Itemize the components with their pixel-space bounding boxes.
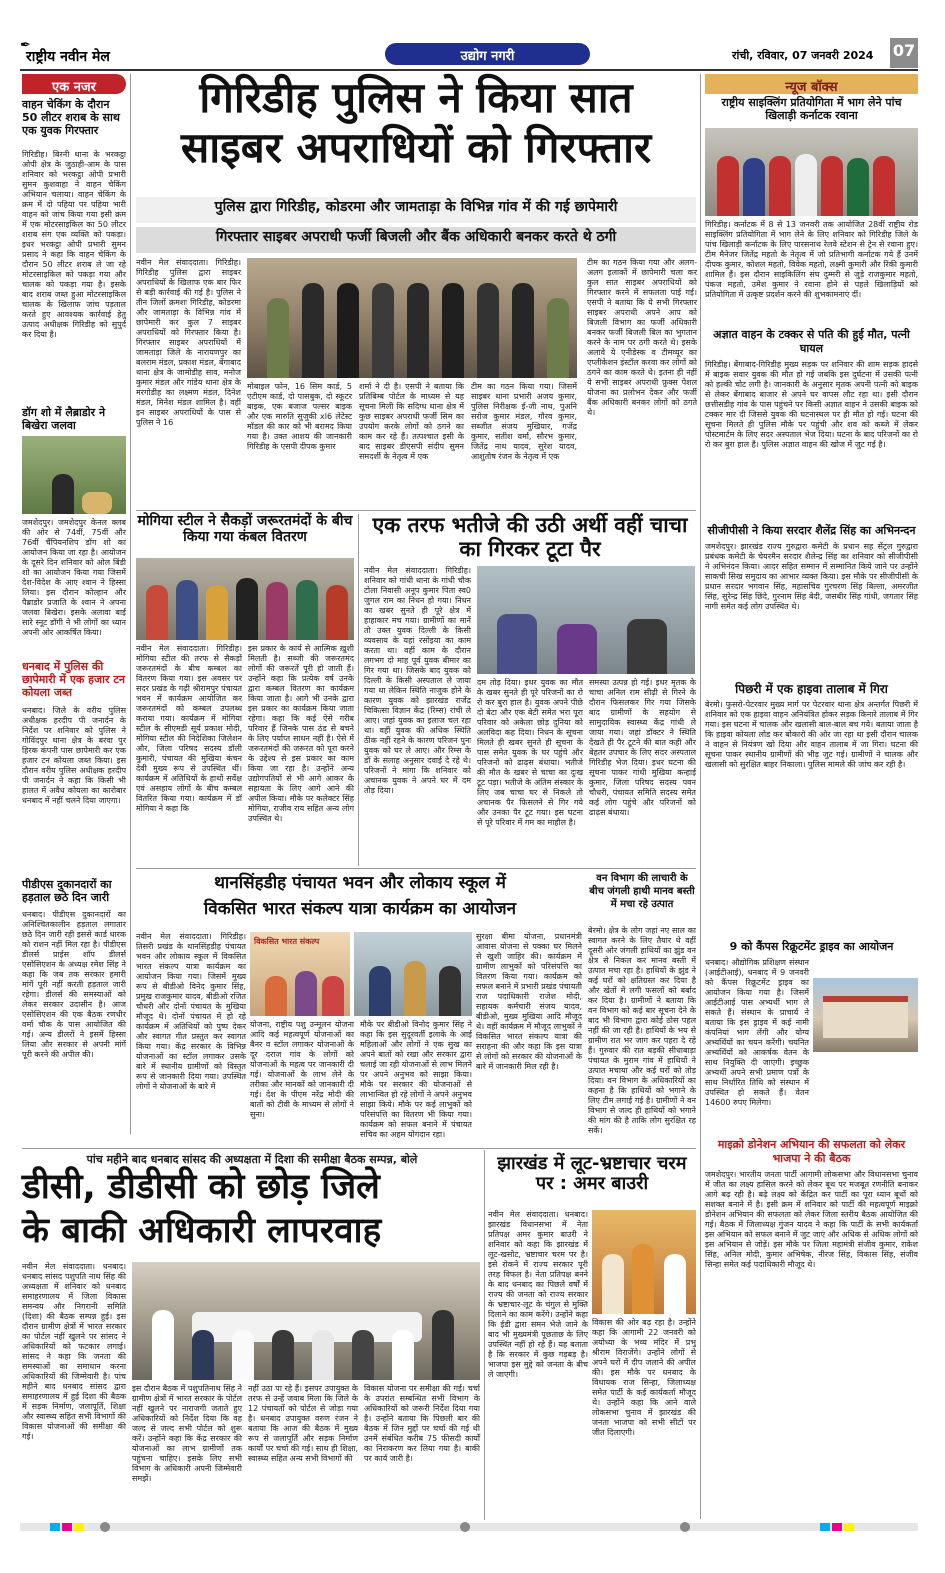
coal-headline: धनबाद में पुलिस की छापेमारी में एक हजार टन कोयला जब्त <box>22 660 126 699</box>
cycling-body: गिरिडीह। कर्नाटक में 8 से 13 जनवरी तक आयोजित 28वीं राष्ट्रीय रोड साइक्लिंग प्रतियोगिता में भाग लेने के लिए शनिवार को गिरिडीह जिले के पांच खिलाड़ी कर्नाटक के लिए पारसनाथ रेलवे स्टेशन से ट्रेन से रवाना हुए। टीम मैनेजर जितेंद्र महतो के नेतृत्व में जो प्रतिभागी कर्नाटक गये हैं उनमें दीपक कुमार, कोशल महतो, विवेक महतो, लक्ष्मी कुमारी और रिंकी कुमारी शामिल हैं। इस दौरान साइकिलिंग संघ दुम्मरी से जुड़े राजकुमार महतो, पंकज महतो, उमेश कुमार ने रवाना होने से पहले खिलाड़ियों को प्रतियोगिता में उत्कृष्ट प्रदर्शन करने की शुभकामनाएं दीं। <box>705 220 921 299</box>
dc-kicker: पांच महीने बाद धनबाद सांसद की अध्यक्षता में दिशा की समीक्षा बैठक सम्पन्न, बोले <box>86 1153 418 1166</box>
dateline: रांची, रविवार, 07 जनवरी 2024 <box>732 49 874 62</box>
liquor-headline: वाहन चेकिंग के दौरान 50 लीटर शराब के साथ एक युवक गिरफ्तार <box>22 98 120 137</box>
campus-body: धनबाद। औद्योगिक प्रशिक्षण संस्थान (आईटीआई), धनबाद में 9 जनवरी को कैंपस रिक्रूटमेंट ड्राइव का आयोजन किया गया है। जिसमें आईटीआई पास अभ्यर्थी भाग ले सकते हैं। संस्थान के प्राचार्य ने बताया कि इस ड्राइव में कई नामी कंपनियां भाग लेंगी और योग्य अभ्यर्थियों का चयन करेंगी। चयनित अभ्यर्थियों को आकर्षक वेतन के साथ नियुक्ति दी जाएगी। इच्छुक अभ्यर्थी अपने सभी प्रमाण पत्रों के साथ निर्धारित तिथि को संस्थान में उपस्थित हो सकते हैं। वेतन 14600 रुपए मिलेगा। <box>705 958 812 1107</box>
mid-rule <box>136 868 696 869</box>
color-swatch-magenta-2 <box>832 1523 842 1531</box>
dc-col-4: विकास योजना पर समीक्षा की गई। चर्चा के उपरांत सम्बन्धित सभी विभाग के अधिकारियों को जरूरी निर्देश दिया गया है। उन्होंने बताया कि पिछली बार की बैठक में जिन मुद्दों पर चर्चा की गई थी उनमें संबंधित करीब 75 फीसदी कार्यों का निराकरण कर लिया गया है। बाकी पर कार्य जारी है। <box>364 1384 483 1463</box>
dog-show-photo <box>22 436 126 514</box>
lead-col-1: नवीन मेल संवाददाता। गिरिडीह। गिरिडीह पुलिस द्वारा साइबर अपराधियों के खिलाफ एक बार फिर से बड़ी कार्रवाई की गई है। पुलिस ने तीन जिलों क्रमशः गिरिडीह, कोडरमा और जामताड़ा के विभिन्न गांव में छापेमारी कर कुल 7 साइबर अपराधियों को गिरफ्तार किया है। गिरफ्तार साइबर अपराधियों में जामताड़ा जिले के नारायणपुर का बलराम मंडल, प्रकाश मंडल, बेंगाबाद थाना क्षेत्र के जामोडीह साव, मनोज कुमार मंडल और गांडेय थाना क्षेत्र के मरगोडीह का लक्ष्मण मंडल, दिनेश मंडल, मिनेश मंडल शामिल है। वहीं इन साइबर अपराधियों के पास से पुलिस ने 16 <box>136 258 244 427</box>
yatra-banner-text: विकसित भारत संकल्प <box>254 937 320 946</box>
center-right-divider <box>700 74 701 1519</box>
lower-rule <box>22 1148 696 1149</box>
pds-body: धनबाद। पीडीएस दुकानदारों का अनिश्चितकालीन हड़ताल लगातार छठे दिन जारी रही इससे कार्ड धारक को राशन नहीं मिल रहा है। पीडीएस डीलर्स प्राईस शॉप डीलर्स एसोसिएशन के अध्यक्ष रमेश सिंह ने कहा कि जब तक सरकार हमारी मांगें पूरी नहीं करती हड़ताल जारी रहेगा। डीलर्स की समस्याओं को लेकर सरकार उदासीन है। आज एसोसिएशन की एक बैठक रणधीर वर्मा चौक के पास आयोजित की गई। अन्य डीलरों ने इसमें हिस्सा लिया और सरकार से अपनी मांगें पूरी करने की अपील की। <box>22 910 129 1059</box>
elephant-body: बेरमो। क्षेत्र के लोग जहां नए साल का स्वागत करने के लिए तैयार थे वहीं दूसरी ओर जंगली हाथियों का झुंड वन क्षेत्र से निकल कर मानव बस्ती में उत्पात मचा रहा है। हाथियों के झुंड ने कई घरों को क्षतिग्रस्त कर दिया है और खेतों में लगी फसलों को बर्बाद कर दिया है। ग्रामीणों ने बताया कि वन विभाग को कई बार सूचना देने के बाद भी विभाग द्वारा कोई ठोस पहल नहीं की जा रही है। हाथियों के भय से ग्रामीण रात भर जाग कर पहरा दे रहे हैं। गुरुवार की रात बड़की सीधाबाड़ा पंचायत के मुराम गांव में हाथियों ने उत्पात मचाया और कई घरों को तोड़ दिया। वन विभाग के अधिकारियों का कहना है कि हाथियों को भगाने के लिए टीम लगाई गई है। ग्रामीणों ने वन विभाग से जल्द ही हाथियों को भगाने की मांग की है ताकि लोग सुरक्षित रह सकें। <box>588 926 699 1135</box>
color-swatch-magenta <box>62 1523 72 1531</box>
color-swatch-cyan <box>50 1523 60 1531</box>
newspaper-name: राष्ट्रीय नवीन मेल <box>26 49 110 65</box>
bauri-headline: झारखंड में लूट-भ्रष्टाचार चरम पर : अमर बाउरी <box>497 1153 687 1195</box>
cycling-photo <box>705 128 918 216</box>
dc-col-2: इस दौरान बैठक में पशुपतिनाथ सिंह ने ग्रामीण क्षेत्रों में भारत सरकार के पोर्टल नहीं खुलने पर नाराजगी जताते हुए अधिकारियों को निर्देश दिया कि वह जल्द से जल्द सभी पोर्टल को शुरू करें। उन्होंने कहा कि केंद्र सरकार की योजनाओं का लाभ ग्रामीणों तक पहुंचना चाहिए। इसके लिए सभी विभाग के अधिकारी अपनी जिम्मेवारी समझें। <box>132 1384 245 1483</box>
left-divider <box>130 74 131 1134</box>
micro-donation-body: जमशेदपुर। भारतीय जनता पार्टी आगामी लोकसभा और विधानसभा चुनाव में जीत का लक्ष्य हासिल करने को लेकर बूथ पर मजबूत रणनीति बनाकर आगे बढ़ रही है। बढ़े लक्ष्य को केंद्रित कर पार्टी का पूरा ध्यान बूथों को सशक्त बनाने में है। इसी क्रम में शनिवार को पार्टी की महत्वपूर्ण माइक्रो डोनेशन अभियान की सफलता को लेकर जिला स्तरीय बैठक आयोजित की गई। बैठक में जिलाध्यक्ष गुंजन यादव ने कहा कि पार्टी के सभी कार्यकर्ता इस अभियान को सफल बनाने में जुट जाएं और अधिक से अधिक लोगों को इस अभियान से जोड़ें। इस मौके पर जिला महामंत्री संजीव कुमार, राकेश सिंह, अनिल मोदी, कुमार अभिषेक, नीरज सिंह, विकास सिंह, संजीव सिन्हा समेत कई पदाधिकारी मौजूद थे। <box>705 1170 921 1269</box>
section-title: उद्योग नगरी <box>460 49 515 64</box>
dc-col-3: नहीं उठा पा रहे हैं। इसपर उपायुक्त के तरफ से उन्हें जवाब मिला कि जिले के 12 पंचायतों को पोर्टल से जोड़ा गया है। धनबाद उपायुक्त वरुण रंजन ने बताया कि आज की बैठक में मुख्य रूप से जलापूर्ति और सड़क निर्माण कार्यों पर चर्चा की गई। साथ ही शिक्षा, स्वास्थ्य सहित अन्य सभी विभागों की <box>248 1384 361 1463</box>
dog-show-body: जमशेदपुर। जमशेदपुर केनल क्लब की ओर से 74वीं, 75वीं और 76वीं चैंपियनशिप डॉग शो का आयोजन किया जा रहा है। आयोजन के दूसरे दिन शनिवार को ओल बिंडी शो का आयोजन किया गया जिसमें देश-विदेश के आए श्वान ने हिस्सा लिया। इस दौरान कोल्हान और पैब्राडोर प्रजाति के श्वान ने अपना जलवा बिखेरा। इसके अलावा बाई सारे स्नूट डॉगी ने भी लोगों का ध्यान अपनी ओर आकर्षित किया। <box>22 518 129 637</box>
cycling-headline: राष्ट्रीय साइक्लिंग प्रतियोगिता में भाग लेने पांच खिलाड़ी कर्नाटक रवाना <box>721 96 902 122</box>
cgpc-headline: सीजीपीसी ने किया सरदार शैलेंद्र सिंह का अभिनन्दन <box>707 524 916 537</box>
ek-nazar-label: एक नजर <box>52 80 96 95</box>
pond-headline: पिछरी में एक हाइवा तालाब में गिरा <box>735 682 888 696</box>
blanket-col-2: इस प्रकार के कार्य से आत्मिक ख़ुशी मिलती है। सब्जी की जरूरतमंद लोगों की जरूरतें पूरी हो जाती हैं। उन्होंने कहा कि प्रत्येक वर्ष उनके द्वारा कम्बल वितरण का कार्यक्रम किया जाता है। आगे भी उनके द्वारा इस प्रकार का कार्यक्रम किया जाता रहेगा। कहा कि कई ऐसे गरीब परिवार हैं जिनके पास ठंड से बचने के लिए पर्याप्त साधन नहीं है। ऐसे में जरूरतमंदों की जरूरत को पूरा करने के उद्देश्य से इस प्रकार का काम किया जा रहा है। उन्होंने अन्य उद्योगपतियों से भी आगे आकर के सहायता के लिए आगे आने की अपील किया। मौके पर कलेक्टर सिंह मोगिया, राजीव राय सहित अन्य लोग उपस्थित थे। <box>248 644 357 823</box>
lead-strap-1: पुलिस द्वारा गिरिडीह, कोडरमा और जामताड़ा के विभिन्न गांव में की गई छापेमारी <box>214 199 618 215</box>
elephant-headline: वन विभाग की लाचारी के बीच जंगली हाथी मानव बस्ती में मचा रहे उत्पात <box>589 873 695 910</box>
yatra-headline-1: थानसिंहडीह पंचायत भवन और लोकाय स्कूल में <box>214 873 506 893</box>
yatra-col-3: मौके पर बीडीओ विनोद कुमार सिंह ने कहा कि इस सुदूरवर्ती इलाके के आई महिलाओं और लोगों ने एक सुख का अपने बातों को रखा और सरकार द्वारा चलाई जा रही योजनाओं से लाभ मिलने पर अपने अनुभव को साझा किया। मौके पर सरकार की योजनाओं से लाभान्वित हो रहे लोगों ने अपने अनुभव साझा किये। मौके पर कई लाभुकों को परिसंपत्ति का वितरण भी किया गया। कार्यक्रम को सफल बनाने में पंचायत सचिव का अहम योगदान रहा। <box>360 1020 475 1139</box>
cgpc-body: जमशेदपुर। झारखंड राज्य गुरुद्वारा कमेटी के प्रधान सह सेंट्रल गुरुद्वारा प्रबंधक कमेटी के चेयरमैन सरदार शैलेन्द्र सिंह का शनिवार को सीजीपीसी ने अभिनंदन किया। आदर सहित सम्मान में सम्मानित किये जाने पर उन्होंने साकची सिख समुदाय का आभार व्यक्त किया। इस मौके पर सीजीपीसी के प्रधान सरदार भगवान सिंह, महासचिव गुरचरण सिंह बिल्ला, अमरजीत सिंह, सुरेन्द्र सिंह छिंदे, गुरनाम सिंह बेदी, जसबीर सिंह गांधी, जगतार सिंह नागी समेत कई लोग उपस्थित थे। <box>705 542 921 611</box>
coal-body: धनबाद। जिले के वरीय पुलिस अधीक्षक हरदीप पी जनार्दन के निर्देश पर शनिवार को पुलिस ने गोविंदपुर थाना क्षेत्र के बरवा पुर हिरक कंपनी पास छापेमारी कर एक हजार टन कोयला जब्त किया। इस दौरान वरीय पुलिस अधीक्षक हरदीप पी जनार्दन ने कहा कि किसी भी हालत में अवैध कोयला का कारोबार धनबाद में नहीं चलने दिया जाएगा। <box>22 706 129 805</box>
bauri-col-1: नवीन मेल संवाददाता। धनबाद। झारखंड विधानसभा में नेता प्रतिपक्ष अमर कुमार बाउरी ने शनिवार को कहा कि झारखंड में लूट-खसोट, भ्रष्टाचार चरम पर है। इसे रोकने में राज्य सरकार पूरी तरह विफल है। नेता प्रतिपक्ष बनने के बाद धनबाद का पिछले वर्षों में राज्य की जनता को राज्य सरकार के भ्रष्टाचार-लूट के चंगुल से मुक्ति दिलाने का काम करेंगे। उन्होंने कहा कि ईडी द्वारा समन भेजे जाने के बाद भी मुख्यमंत्री पूछताछ के लिए उपस्थित नहीं हो रहे हैं। यह बताता है कि सरकार में कुछ गड़बड़ है। भाजपा इस मुद्दे को जनता के बीच ले जाएगी। <box>488 1210 591 1379</box>
lead-col-5: टीम का गठन किया गया और अलग-अलग इलाकों में छापेमारी चला कर कुल सात साइबर अपराधियों को गिरफ्तार करने में सफलता पाई गई। एसपी ने बताया कि ये सभी गिरफ्तार साइबर अपराधी अपने आप को बिजली विभाग का फर्जी अधिकारी बनकर फर्जी बिजली बिल का भुगतान करने के नाम पर ठगी करते थे। इसके अलावे ये एनीडेस्क व टीमव्यूर का एप्लीकेशन इंस्टॉल करवा कर लोगों को ठगने का काम करते थे। इतना ही नहीं ये सभी साइबर अपराधी फ़ुक्स पेशल योजना का प्रलोभन देकर और फर्जी बैंक अधिकारी बनकर लोगों को ठगते थे। <box>587 258 700 417</box>
yatra-col-2: योजना, राष्ट्रीय पशु उन्मूलन योजना आदि कई महत्वपूर्ण योजनाओं का बैनर व स्टॉल लगाकर योजनाओं के दूर दराज गांव के लोगों को योजनाओं के महत्व पर जानकारी दी गई। योजनाओं के लाभ लेने के तरीका और मानकों को जानकारी दी गई। देश के पीएम नरेंद्र मोदी की बातों को टीवी के माध्यम से लोगों ने सुना। <box>250 1020 357 1119</box>
accident-body: गिरिडीह। बेंगाबाद-गिरिडीह मुख्य सड़क पर शनिवार की शाम सड़क हादसे में बाइक सवार युवक की मौत हो गई जबकि इस दुर्घटना में उसकी पत्नी को हल्की चोट लगी है। जानकारी के अनुसार मृतक अपनी पत्नी को बाइक से लेकर बेंगाबाद बाजार से अपने घर वापस लौट रहा था। इसी दौरान छत्तीसडीह गांव के पास पहुंचने पर किसी अज्ञात वाहन ने उसकी बाइक को टक्कर मार दी जिससे युवक की घटनास्थल पर ही मौत हो गई। घटना की सूचना मिलते ही पुलिस मौके पर पहुंची और शव को कब्जे में लेकर पोस्टमार्टम के लिए सदर अस्पताल भेज दिया। घटना के बाद परिजनों का रो रो कर बुरा हाल है। पुलिस अज्ञात वाहन की खोज में जुट गई है। <box>705 360 921 449</box>
micro-donation-headline: माइक्रो डोनेशन अभियान की सफलता को लेकर भाजपा ने की बैठक <box>717 1138 906 1165</box>
bauri-photo <box>592 1210 696 1314</box>
bauri-col-2: विकास की ओर बढ़ रहा है। उन्होंने कहा कि आगामी 22 जनवरी को अयोध्या के भव्य मंदिर में प्रभु श्रीराम विराजेंगे। उन्होंने लोगों से अपने घरों में दीप जलाने की अपील की। इस मौके पर धनबाद के विधायक राज सिन्हा, जिलाध्यक्ष समेत पार्टी के कई कार्यकर्ता मौजूद थे। उन्होंने कहा कि आने वाले लोकसभा चुनाव में झारखंड की जनता भाजपा को सभी सीटों पर जीत दिलाएगी। <box>592 1318 699 1437</box>
lead-col-4: टीम का गठन किया गया। जिसमें साइबर थाना प्रभारी अजय कुमार, पुलिस निरीक्षक ई-जी नाथ, पुअनि सरोज कुमार मंडल, गौरव कुमार, सब्जीत संजय मुखियार, गजेंद्र कुमार, सतीश वर्मा, सौरभ कुमार, जितेंद्र नाथ यादव, सुरेश यादव, आशुतोष रंजन के नेतृत्व में एक <box>471 382 580 461</box>
masthead <box>20 38 918 68</box>
yatra-photo-1 <box>250 932 350 1016</box>
lead-headline-1: गिरिडीह पुलिस ने किया सात <box>199 73 633 122</box>
news-box-label: न्यूज बॉक्स <box>785 80 838 95</box>
dog-show-headline: डॉग शो में लैब्राडोर ने बिखेरा जलवा <box>22 406 106 432</box>
campus-headline: 9 को कैंपस रिक्रूटमेंट ड्राइव का आयोजन <box>729 940 894 953</box>
yatra-photo-2 <box>354 932 472 1016</box>
blanket-photo <box>136 558 354 640</box>
lead-col-2: मोबाइल फोन, 16 सिम कार्ड, 5 एटीएम कार्ड, दो पासबुक, दो स्कूटर बाइक, एक बजाज पल्सर बाइक और एक मारुति सुजुकी xl6 लेटेस्ट मॉडल की कार को भी बरामद किया गया है। उक्त आशय की जानकारी गिरिडीह के एसपी दीपक कुमार <box>247 382 355 451</box>
liquor-body: गिरिडीह। बिरनी थाना के भरकट्ठा ओपी क्षेत्र के जुठाही-आम के पास शनिवार को भरकट्ठा ओपी प्रभारी सुमन कुशवाहा ने वाहन चेकिंग अभियान चलाया। वाहन चेकिंग के क्रम में दो पहिया पर पहिया भारी वाहन को जांच किया गया इसी क्रम में एक मोटरसाइकिल का 50 लीटर शराब संग एक व्यक्ति को पकड़ा। इधर भरकट्ठा ओपी प्रभारी सुमन प्रसाद ने कहा कि वाहन चेकिंग के दौरान 50 लीटर शराब ले जा रहे मोटरसाइकिल को पकड़ा गया और चालक को पकड़ा गया है। इसके बाद शराब जब्त हुआ मोटरसाइकिल चालक के खिलाफ जांच पड़ताल करते हुए आवश्यक कार्रवाई हेतु उत्पाद अधीक्षक गिरिडीह को सुपुर्द कर दिया है। <box>22 150 129 339</box>
funeral-col-3: समस्या उत्पन्न हो गई। इधर मृतक के चाचा अनिल राम सीढ़ी से गिरने के दौरान फिसलकर गिर गया जिसके बाद ग्रामीणों के सहयोग से सामुदायिक स्वास्थ्य केंद्र गांधी ले जाया गया। जहां डॉक्टर ने स्थिति देखते ही पैर टूटने की बात कही और बेहतर उपचार के लिए सदर अस्पताल गिरिडीह भेज दिया। इधर घटना की सूचना पाकर गांधी मुखिया कन्हाई कुमार, जिला परिषद सदस्य पवन चौधरी, पंचायत समिति सदस्य समेत कई लोग पहुंचे और परिजनों को ढाढ़स बंधाया। <box>589 678 699 817</box>
registration-mark-left <box>100 1522 110 1532</box>
page-number: 07 <box>892 41 916 60</box>
lead-col-3: शर्मा ने दी है। एसपी ने बताया कि प्रतिबिम्ब पोर्टल के माध्यम से यह सूचना मिली कि सदिग्ध थाना क्षेत्र में कुछ साइबर अपराधी फर्जी सिम का उपयोग करके लोगों को ठगने का काम कर रहे हैं। तत्पश्चात इसी के बाद साइबर डीएसपी संदीप सुमन समदर्शी के नेतृत्व में एक <box>359 382 467 461</box>
lead-headline-2: साइबर अपराधियों को गिरफ्तार <box>180 123 652 172</box>
registration-mark-mid <box>460 1522 470 1532</box>
dc-headline-1: डीसी, डीडीसी को छोड़ जिले <box>22 1167 380 1207</box>
pen-nib-icon: ✒ <box>20 38 31 53</box>
dc-col-1: नवीन मेल संवाददाता। धनबाद। धनबाद सांसद पशुपति नाथ सिंह की अध्यक्षता में शनिवार को धनबाद समाहरणालय में जिला विकास समन्वय और निगरानी समिति (दिशा) की बैठक सम्पन्न हुई। इस दौरान ग्रामीण क्षेत्रों में भारत सरकार का पोर्टल नहीं खुलने पर सांसद ने अधिकारियों को फटकार लगाई। सांसद ने कहा कि जनता की समस्याओं का समाधान करना अधिकारियों की जिम्मेवारी है। पांच महीने बाद धनबाद सांसद द्वारा समाहरणालय में हुई दिशा की बैठक में सड़क निर्माण, जलापूर्ति, शिक्षा और स्वास्थ्य सहित सभी विभागों की विकास योजनाओं की समीक्षा की गई। <box>22 1262 129 1441</box>
lead-strap-2: गिरफ्तार साइबर अपराधी फर्जी बिजली और बैंक अधिकारी बनकर करते थे ठगी <box>215 229 617 245</box>
yatra-col-4: सुरक्षा बीमा योजना, प्रधानमंत्री आवास योजना से पक्का घर मिलने से खुशी जाहिर की। कार्यक्रम में ग्रामीण लाभुकों को परिसंपत्ति का वितरण किया गया। कार्यक्रम को सफल बनाने में प्रभारी प्रखंड पंचायती राज पदाधिकारी राजेश मोदी, सहायक कर्मचारी संजय यादव, बीडीओ, मुख्य मुखिया आदि मौजूद थे। वहीं कार्यक्रम में मौजूद लाभुकों ने विकसित भारत संकल्प यात्रा की सराहना की और कहा कि इस यात्रा से लोगों को सरकार की योजनाओं के बारे में जानकारी मिल रही है। <box>476 932 585 1071</box>
pond-body: बेरमो। फुसरो-पेटरवार मुख्य मार्ग पर पेटरवार थाना क्षेत्र अन्तर्गत पिछरी में शनिवार को एक हाइवा वाहन अनियंत्रित होकर सड़क किनारे तालाब में गिर गया। इस घटना में चालक और खलासी बाल-बाल बच गये। बताया जाता है कि हाइवा कोयला लोड कर बोकारो की ओर जा रहा था इसी दौरान चालक ने वाहन से नियंत्रण खो दिया और वाहन तालाब में जा गिरा। घटना की सूचना पाकर स्थानीय ग्रामीणों की भीड़ जुट गई। ग्रामीणों ने चालक और खलासी को सुरक्षित बाहर निकाला। पुलिस मामले की जांच कर रही है। <box>705 700 921 769</box>
pds-headline: पीडीएस दुकानदारों का हड़ताल छठे दिन जारी <box>22 878 112 904</box>
lead-photo-arrested <box>247 258 577 378</box>
blanket-divider <box>358 514 359 866</box>
color-swatch-yellow <box>74 1523 84 1531</box>
masthead-rule <box>20 69 918 71</box>
dc-headline-2: के बाकी अधिकारी लापरवाह <box>22 1211 382 1251</box>
dc-divider <box>484 1150 485 1520</box>
campus-photo <box>813 978 918 1052</box>
registration-mark-right <box>680 1522 690 1532</box>
color-swatch-yellow-2 <box>844 1523 854 1531</box>
blanket-col-1: नवीन मेल संवाददाता। गिरिडीह। मोगिया स्टील की तरफ से सैकड़ों जरूरतमंदों के बीच कम्बल का वितरण किया गया। इस अवसर पर सदर प्रखंड के गढ़ी श्रीरामपुर पंचायत भवन में कार्यक्रम आयोजित कर जरूरतमंदों को कम्बल उपलब्ध कराया गया। कार्यक्रम में मोगिया स्टील के सीएमडी सूर्य प्रकाश मोदी, मोगिया स्टील की निदेशिका जिलेशन और, जिला परिषद सदस्य डॉली कुमारी, पंचायत की मुखिया कंचन देवी मुख्य रूप से उपस्थित थीं। कार्यक्रम में अतिथियों के हाथों सर्वेक्ष एवं असहाय लोगों के बीच कम्बल वितरित किया गया। कार्यक्रम में डॉ मोगिया ने कहा कि <box>136 644 245 813</box>
yatra-headline-2: विकसित भारत संकल्प यात्रा कार्यक्रम का आयोजन <box>203 899 517 919</box>
lead-bottom-rule <box>136 510 696 511</box>
funeral-col-1: नवीन मेल संवाददाता। गिरिडीह। शनिवार को गांधी थाना के गांधी चौक टोला निवासी अनूप कुमार पिता स्व0 जुगल राम का निधन हो गया। निधन का खबर सुनते ही पूरे क्षेत्र में हाहाकार मच गया। ग्रामीणों का मानें तो उक्त युवक दिल्ली के किसी व्यवसाय के यहां रसोइया का काम करता था। वहीं काम के दौरान लगभग दो माह पूर्व युवक बीमार का गिर गया था। जिसके बाद युवक को दिल्ली के किसी अस्पताल ले जाया गया था लेकिन स्थिति नाजुक होने के कारण युवक को झारखंड राजेंद्र चिकित्सा विज्ञान केंद्र (रिम्स) रांची ले आए। जहां युवक का इलाज चल रहा था। वहीं युवक की अधिक स्थिति ठीक नहीं रहने के कारण परिजन पुनः युवक को घर ले आए। और रिम्स के डॉ के सलाह अनुसार दवाई दे रहे थे। परिजनों ने मांगा कि शनिवार को अचानक युवक ने अपने घर में दम तोड़ दिया। <box>364 566 474 795</box>
funeral-photo <box>477 566 695 674</box>
yatra-col-1: नवीन मेल संवाददाता। गिरिडीह। तिसरी प्रखंड के थानसिंहडीह पंचायत भवन और लोकाय स्कूल में विकसित भारत संकल्प यात्रा कार्यक्रम का आयोजन किया गया। जिसमें मुख्य रूप से बीडीओ विनेद कुमार सिंह, प्रमुख राजकुमार यादव, बीडीओ रजित चौधरी और दोनों पंचायत के मुखिया मौजूद थे। दोनों पंचायत में हो रहे कार्यक्रम में अतिथियों को पुष्प देकर और स्वागत गीत प्रस्तुत कर स्वागत किया गया। केंद्र सरकार के विभिन्न योजनाओं का स्टॉल लगाकर उसके बारे में स्थानीय ग्रामीणों को विस्तृत रूप से जानकारी दिया गया। उपस्थित लोगों ने योजनाओं के बारे में <box>136 932 249 1091</box>
accident-headline: अज्ञात वाहन के टक्कर से पति की हुई मौत, पत्नी घायल <box>713 328 910 355</box>
funeral-col-2: दम तोड़ दिया। इधर युवक का मौत के खबर सुनते ही पूरे परिजनों का रो रो कर बुरा हाल है। युवक अपने पीछे दो बेटा और एक बेटी समेत भरा पूरा परिवार को अकेला छोड़ दुनिया को अलविदा कह दिया। निधन के सूचना मिलते ही खबर सुनते ही सूचना के पास समेत युवक के घर पहुंचे और परिजनों को ढाढ़स बंधाया। भतीजे की मौत के खबर से चाचा का दुःख टूट पड़ा। भतीजे के अंतिम संस्कार के लिए जब चाचा घर से निकले तो अचानक पैर फिसलने से गिर गये और उनका पैर टूट गया। इस घटना से पूरे परिवार में गम का माहौल है। <box>477 678 586 827</box>
color-swatch-cyan-2 <box>820 1523 830 1531</box>
dc-photo-meeting <box>132 1262 480 1380</box>
funeral-headline: एक तरफ भतीजे की उठी अर्थी वहीं चाचा का गिरकर टूटा पैर <box>372 513 688 561</box>
blanket-headline: मोगिया स्टील ने सैकड़ों जरूरतमंदों के बीच किया गया कंबल वितरण <box>137 513 353 545</box>
